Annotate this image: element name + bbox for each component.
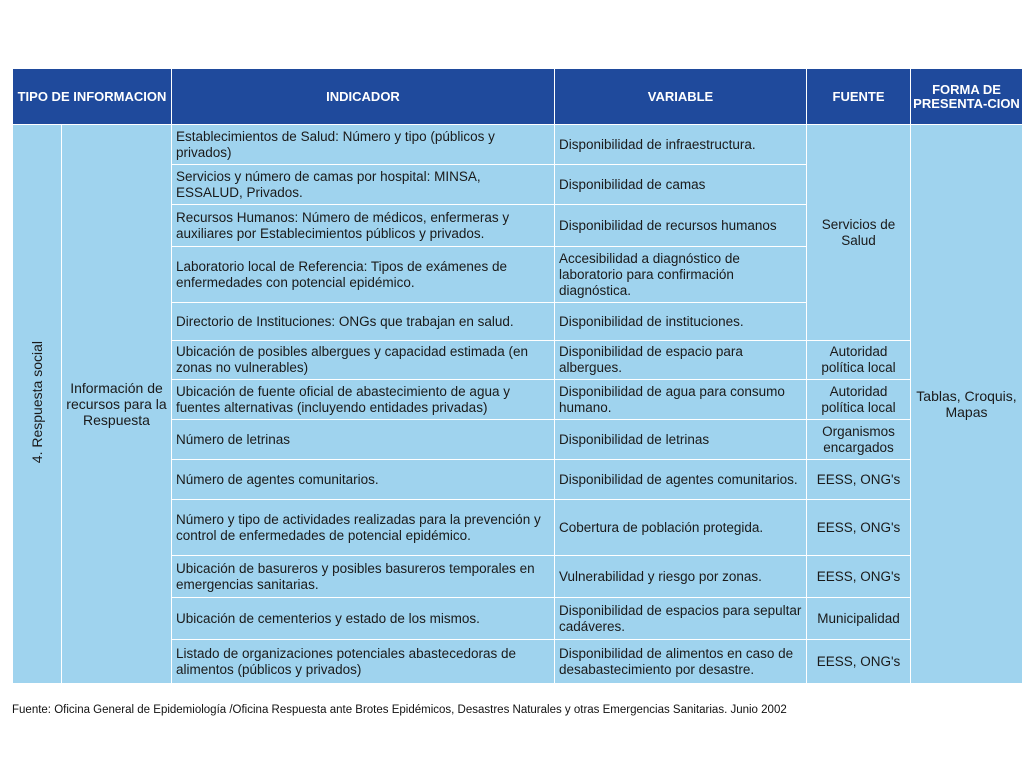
variable-cell: Vulnerabilidad y riesgo por zonas.: [555, 556, 807, 598]
header-forma: FORMA DE PRESENTA-CION: [911, 69, 1023, 125]
indicador-cell: Establecimientos de Salud: Número y tipo (públicos y privados): [172, 125, 555, 165]
indicador-cell: Recursos Humanos: Número de médicos, enfermeras y auxiliares por Establecimientos públicos y privados.: [172, 205, 555, 247]
presentation-cell: Tablas, Croquis, Mapas: [911, 125, 1023, 684]
indicador-cell: Número de letrinas: [172, 420, 555, 460]
indicador-cell: Directorio de Instituciones: ONGs que trabajan en salud.: [172, 303, 555, 341]
variable-cell: Disponibilidad de agentes comunitarios.: [555, 460, 807, 500]
header-variable: VARIABLE: [555, 69, 807, 125]
fuente-cell: Servicios de Salud: [807, 125, 911, 341]
fuente-cell: EESS, ONG's: [807, 460, 911, 500]
indicador-cell: Número y tipo de actividades realizadas para la prevención y control de enfermedades de potencial epidémico.: [172, 500, 555, 556]
table-header-row: [13, 69, 1023, 125]
indicador-cell: Ubicación de basureros y posibles basureros temporales en emergencias sanitarias.: [172, 556, 555, 598]
fuente-cell: Organismos encargados: [807, 420, 911, 460]
header-indicador: INDICADOR: [172, 69, 555, 125]
variable-cell: Disponibilidad de letrinas: [555, 420, 807, 460]
indicador-cell: Laboratorio local de Referencia: Tipos de exámenes de enfermedades con potencial epidémico.: [172, 247, 555, 303]
group-cell: Información de recursos para la Respuesta: [62, 125, 172, 684]
fuente-cell: Autoridad política local: [807, 380, 911, 420]
fuente-cell: EESS, ONG's: [807, 556, 911, 598]
table-row: [13, 125, 1023, 165]
variable-cell: Disponibilidad de instituciones.: [555, 303, 807, 341]
header-tipo: TIPO DE INFORMACION: [13, 69, 172, 125]
variable-cell: Disponibilidad de espacio para albergues.: [555, 341, 807, 380]
category-label: 4. Respuesta social: [29, 340, 45, 464]
indicador-cell: Ubicación de posibles albergues y capacidad estimada (en zonas no vulnerables): [172, 341, 555, 380]
indicador-cell: Número de agentes comunitarios.: [172, 460, 555, 500]
indicador-cell: Listado de organizaciones potenciales abastecedoras de alimentos (públicos y privados): [172, 640, 555, 684]
variable-cell: Disponibilidad de agua para consumo humano.: [555, 380, 807, 420]
fuente-cell: EESS, ONG's: [807, 640, 911, 684]
variable-cell: Disponibilidad de alimentos en caso de desabastecimiento por desastre.: [555, 640, 807, 684]
variable-cell: Cobertura de población protegida.: [555, 500, 807, 556]
variable-cell: Accesibilidad a diagnóstico de laboratorio para confirmación diagnóstica.: [555, 247, 807, 303]
category-cell: [13, 125, 62, 684]
indicators-table: [12, 68, 1023, 684]
variable-cell: Disponibilidad de infraestructura.: [555, 125, 807, 165]
fuente-cell: Autoridad política local: [807, 341, 911, 380]
source-footnote: Fuente: Oficina General de Epidemiología /Oficina Respuesta ante Brotes Epidémicos, Desastres Naturales y otras Emergencias Sanitarias. Junio 2002: [12, 704, 787, 716]
variable-cell: Disponibilidad de camas: [555, 165, 807, 205]
indicador-cell: Ubicación de cementerios y estado de los mismos.: [172, 598, 555, 640]
fuente-cell: EESS, ONG's: [807, 500, 911, 556]
variable-cell: Disponibilidad de espacios para sepultar cadáveres.: [555, 598, 807, 640]
fuente-cell: Municipalidad: [807, 598, 911, 640]
variable-cell: Disponibilidad de recursos humanos: [555, 205, 807, 247]
header-fuente: FUENTE: [807, 69, 911, 125]
indicador-cell: Servicios y número de camas por hospital: MINSA, ESSALUD, Privados.: [172, 165, 555, 205]
indicador-cell: Ubicación de fuente oficial de abastecimiento de agua y fuentes alternativas (incluyendo entidades privadas): [172, 380, 555, 420]
